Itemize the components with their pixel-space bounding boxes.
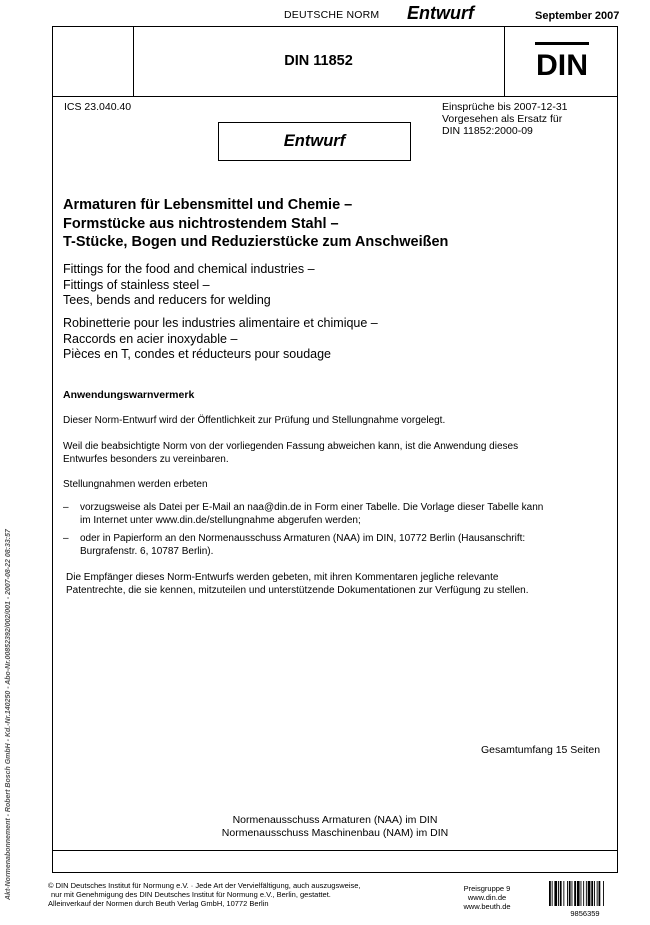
bullet-dash: –	[63, 502, 69, 513]
barcode-bar	[567, 881, 568, 906]
title-english-line: Fittings for the food and chemical industries –	[63, 262, 315, 276]
notice-line: Entwurfes besonders zu vereinbaren.	[63, 454, 229, 465]
barcode-bar	[581, 881, 582, 906]
barcode-bar	[572, 881, 573, 906]
total-pages: Gesamtumfang 15 Seiten	[481, 744, 601, 756]
price-info	[458, 884, 516, 911]
ics-code: ICS 23.040.40	[64, 101, 132, 113]
copyright-line: © DIN Deutsches Institut für Normung e.V. · Jede Art der Vervielfältigung, auch auszugsweise,	[48, 881, 361, 890]
barcode-bar	[554, 881, 557, 906]
barcode-bar	[583, 881, 584, 906]
notice-paragraph: Dieser Norm-Entwurf wird der Öffentlichkeit zur Prüfung und Stellungnahme vorgelegt.	[63, 415, 446, 426]
barcode-bar	[597, 881, 598, 906]
standard-number: DIN 11852	[284, 53, 353, 69]
price-group: Preisgruppe 9	[463, 884, 511, 893]
copyright-line: Alleinverkauf der Normen durch Beuth Verlag GmbH, 10772 Berlin	[48, 899, 269, 908]
copyright-notice	[48, 881, 361, 908]
list-item	[63, 532, 623, 560]
title-german	[63, 196, 448, 252]
barcode-bar	[588, 881, 591, 906]
committee-name: Normenausschuss Armaturen (NAA) im DIN	[232, 814, 438, 826]
list-item-line: oder in Papierform an den Normenausschuss Armaturen (NAA) im DIN, 10772 Berlin (Hausanschrift:	[80, 533, 526, 544]
barcode-bar	[574, 881, 576, 906]
title-french-line: Raccords en acier inoxydable –	[63, 331, 238, 346]
title-german-line: T-Stücke, Bogen und Reduzierstücke zum Anschweißen	[63, 234, 449, 250]
list-item-text	[80, 532, 623, 558]
replaced-standard: DIN 11852:2000-09	[442, 125, 533, 137]
barcode-bar	[560, 881, 562, 906]
barcode-bar	[599, 881, 601, 906]
notice-line: Weil die beabsichtigte Norm von der vorliegenden Fassung abweichen kann, ist die Anwendung dieses	[63, 441, 519, 452]
list-item-text	[80, 501, 623, 527]
draft-box: Entwurf	[218, 122, 411, 161]
list-item-line: im Internet unter www.din.de/stellungnahme abgerufen werden;	[80, 515, 361, 526]
side-watermark: Akt-Normenabonnement - Robert Bosch GmbH - Kd.-Nr.140250 - Abo-Nr.00852392/002/001 - 2007-08-22 08:33:57	[5, 529, 12, 900]
copyright-line: nur mit Genehmigung des DIN Deutsches Institut für Normung e.V., Berlin, gestattet.	[51, 890, 331, 899]
committees	[52, 814, 618, 840]
notice-heading: Anwendungswarnvermerk	[63, 389, 195, 401]
title-french-line: Robinetterie pour les industries alimentaire et chimique –	[63, 316, 378, 330]
patent-notice	[66, 571, 626, 597]
barcode-number: 9856359	[570, 909, 600, 918]
objection-deadline: Einsprüche bis 2007-12-31	[442, 101, 568, 113]
title-english-line: Fittings of stainless steel –	[63, 277, 210, 292]
list-item	[63, 501, 623, 529]
website-link: www.din.de	[467, 893, 507, 902]
notice-line: Die Empfänger dieses Norm-Entwurfs werden gebeten, mit ihren Kommentaren jegliche relevante	[66, 572, 499, 583]
title-english-line: Tees, bends and reducers for welding	[63, 293, 271, 307]
title-french	[63, 316, 378, 363]
list-item-line: vorzugsweise als Datei per E-Mail an naa@din.de in Form einer Tabelle. Die Vorlage dieser Tabelle kann	[80, 502, 544, 513]
barcode-bar	[603, 881, 604, 906]
barcode-bar	[569, 881, 571, 906]
barcode-bar	[549, 881, 551, 906]
committee-name: Normenausschuss Maschinenbau (NAM) im DIN	[221, 827, 449, 839]
title-french-line: Pièces en T, condes et réducteurs pour soudage	[63, 347, 331, 361]
bottom-divider	[52, 850, 618, 851]
bullet-dash: –	[63, 533, 69, 544]
barcode-bar	[586, 881, 587, 906]
website-link: www.beuth.de	[463, 902, 511, 911]
barcode-bar	[563, 881, 564, 906]
list-item-line: Burgrafenstr. 6, 10787 Berlin).	[80, 546, 214, 557]
publication-date: September 2007	[535, 10, 620, 22]
document-meta	[442, 101, 568, 137]
title-german-line: Formstücke aus nichtrostendem Stahl –	[63, 215, 339, 232]
notice-line: Patentrechte, die sie kennen, mitzuteilen und unterstützende Dokumentationen zur Verfügung zu stellen.	[66, 585, 529, 596]
replacement-note: Vorgesehen als Ersatz für	[442, 113, 563, 125]
title-block-right-divider	[504, 26, 505, 96]
barcode-bar	[552, 881, 553, 906]
barcode-bar	[594, 881, 595, 906]
norm-label: DEUTSCHE NORM	[284, 9, 380, 21]
title-german-line: Armaturen für Lebensmittel und Chemie –	[63, 197, 353, 213]
barcode	[549, 881, 621, 906]
title-block-divider	[52, 96, 618, 97]
din-logo-text: DIN	[536, 49, 588, 82]
comments-requested: Stellungnahmen werden erbeten	[63, 479, 208, 490]
barcode-bar	[591, 881, 593, 906]
draft-status: Entwurf	[407, 3, 474, 23]
din-logo	[532, 40, 592, 82]
title-english	[63, 262, 315, 309]
notice-paragraph	[63, 440, 623, 466]
barcode-bar	[558, 881, 559, 906]
barcode-bar	[577, 881, 580, 906]
